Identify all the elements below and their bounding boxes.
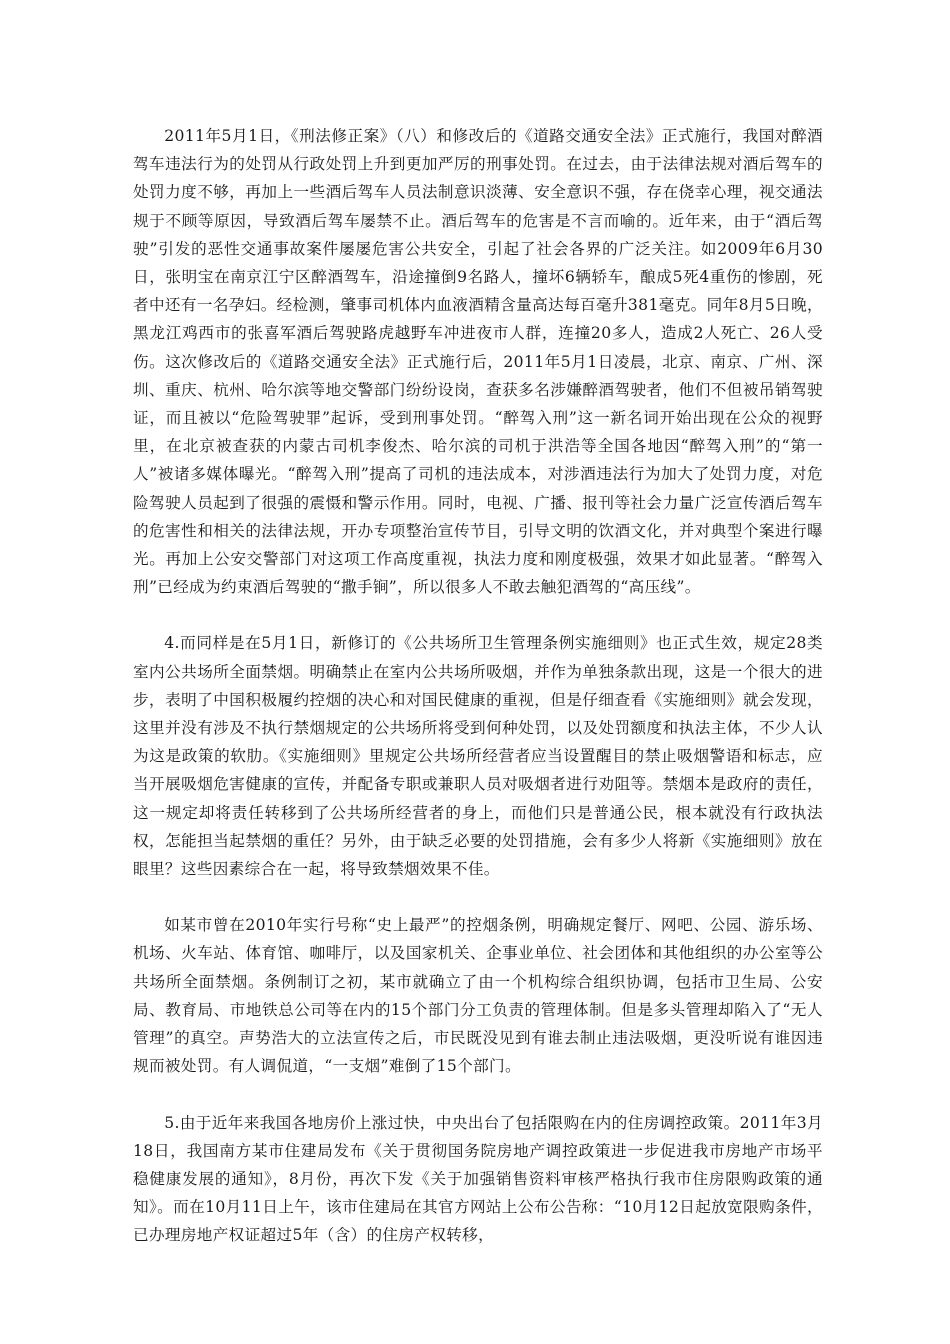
paragraph-smoking-ban-example: 如某市曾在2010年实行号称“史上最严”的控烟条例，明确规定餐厅、网吧、公园、游乐场、机场、火车站、体育馆、咖啡厅，以及国家机关、企事业单位、社会团体和其他组织的办公室等公共场所全面禁烟。条例制订之初，某市就确立了由一个机构综合组织协调，包括市卫生局、公安局、教育局、市地铁总公司等在内的15个部门分工负责的管理体制。但是多头管理却陷入了“无人管理”的真空。声势浩大的立法宣传之后，市民既没见到有谁去制止违法吸烟，更没听说有谁因违规而被处罚。有人调侃道，“一支烟”难倒了15个部门。 — [133, 916, 823, 1076]
paragraph-smoking-ban-rules: 4.而同样是在5月1日，新修订的《公共场所卫生管理条例实施细则》也正式生效，规定28类室内公共场所全面禁烟。明确禁止在室内公共场所吸烟，并作为单独条款出现，这是一个很大的进步，表明了中国积极履约控烟的决心和对国民健康的重视，但是仔细查看《实施细则》就会发现，这里并没有涉及不执行禁烟规定的公共场所将受到何种处罚，以及处罚额度和执法主体，不少人认为这是政策的软肋。《实施细则》里规定公共场所经营者应当设置醒目的禁止吸烟警语和标志，应当开展吸烟危害健康的宣传，并配备专职或兼职人员对吸烟者进行劝阻等。禁烟本是政府的责任，这一规定却将责任转移到了公共场所经营者的身上，而他们只是普通公民，根本就没有行政执法权，怎能担当起禁烟的重任？另外，由于缺乏必要的处罚措施，会有多少人将新《实施细则》放在眼里？这些因素综合在一起，将导致禁烟效果不佳。 — [133, 634, 823, 879]
document-page — [133, 122, 823, 1250]
paragraph-housing-policy: 5.由于近年来我国各地房价上涨过快，中央出台了包括限购在内的住房调控政策。2011年3月18日，我国南方某市住建局发布《关于贯彻国务院房地产调控政策进一步促进我市房地产市场平稳健康发展的通知》，8月份，再次下发《关于加强销售资料审核严格执行我市住房限购政策的通知》。而在10月11日上午，该市住建局在其官方网站上公布公告称：“10月12日起放宽限购条件，已办理房地产权证超过5年（含）的住房产权转移， — [133, 1113, 823, 1245]
paragraph-drunk-driving: 2011年5月1日，《刑法修正案》（八）和修改后的《道路交通安全法》正式施行，我国对醉酒驾车违法行为的处罚从行政处罚上升到更加严厉的刑事处罚。在过去，由于法律法规对酒后驾车的处罚力度不够，再加上一些酒后驾车人员法制意识淡薄、安全意识不强，存在侥幸心理，视交通法规于不顾等原因，导致酒后驾车屡禁不止。酒后驾车的危害是不言而喻的。近年来，由于“酒后驾驶”引发的恶性交通事故案件屡屡危害公共安全，引起了社会各界的广泛关注。如2009年6月30日，张明宝在南京江宁区醉酒驾车，沿途撞倒9名路人，撞坏6辆轿车，酿成5死4重伤的惨剧，死者中还有一名孕妇。经检测，肇事司机体内血液酒精含量高达每百毫升381毫克。同年8月5日晚，黑龙江鸡西市的张喜军酒后驾驶路虎越野车冲进夜市人群，连撞20多人，造成2人死亡、26人受伤。这次修改后的《道路交通安全法》正式施行后，2011年5月1日凌晨，北京、南京、广州、深圳、重庆、杭州、哈尔滨等地交警部门纷纷设岗，查获多名涉嫌醉酒驾驶者，他们不但被吊销驾驶证，而且被以“危险驾驶罪”起诉，受到刑事处罚。“醉驾入刑”这一新名词开始出现在公众的视野里，在北京被查获的内蒙古司机李俊杰、哈尔滨的司机于洪浩等全国各地因“醉驾入刑”的“第一人”被诸多媒体曝光。“醉驾入刑”提高了司机的违法成本，对涉酒违法行为加大了处罚力度，对危险驾驶人员起到了很强的震慑和警示作用。同时，电视、广播、报刊等社会力量广泛宣传酒后驾车的危害性和相关的法律法规，开办专项整治宣传节目，引导文明的饮酒文化，并对典型个案进行曝光。再加上公安交警部门对这项工作高度重视，执法力度和刚度极强，效果才如此显著。“醉驾入刑”已经成为约束酒后驾驶的“撒手锏”，所以很多人不敢去触犯酒驾的“高压线”。 — [133, 127, 823, 597]
